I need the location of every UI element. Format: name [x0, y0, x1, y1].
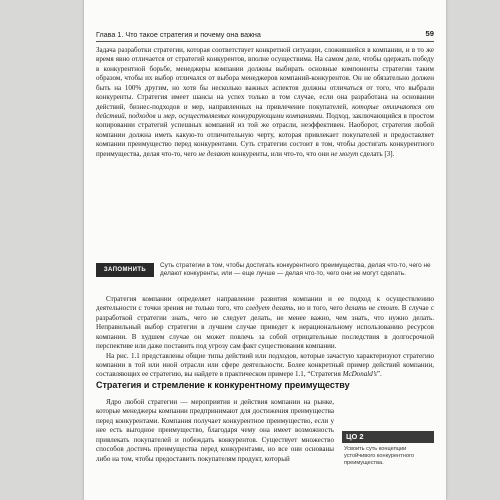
learning-goal-text: Усвоить суть концепции устойчивого конкурентного преимущества. — [344, 446, 414, 467]
paragraph-block-2 — [96, 295, 434, 380]
paragraph-block-3 — [96, 398, 334, 464]
section-heading: Стратегия и стремление к конкурентному преимуществу — [96, 380, 350, 390]
text-run: Задача разработки стратегии, которая соответствует конкретной ситуации, сложившейся в компании, и в то же время явно отличается от стратегий конкурентов, вполне осуществима. На самом деле, чтобы одержать победу в конкурентной борьбе, менеджеры компании должны выбирать основные компоненты стратегии таким образом, чтобы их выбор отличался от выбора менеджеров компаний-конкурентов. Он не обязательно должен быть на 100% другим, но хотя бы несколько важных аспектов должны отличаться от того, что выбрали конкуренты. Стратегия имеет шансы на успех только в том случае, если она разработана на основании действий, бизнес-подходов и мер, направленных на привлечение покупателей, — [96, 46, 434, 111]
text-run: Ядро любой стратегии — мероприятия и действия компании на рынке, которые менеджеры компании предпринимают для достижения преимущества перед конкурентами. Компания получает конкурентное преимущество, если у нее есть выгодное преимущество, благодаря чему она имеет возможность привлекать покупателей и побеждать конкурентов. Существует множество способов достичь преимущества перед конкурентами, но все они основаны либо на том, чтобы предоставить покупателям продукт, который — [96, 398, 334, 463]
emphasis-text: McDonald’s — [342, 370, 377, 379]
text-run: . Подход, заключающийся в простом копировании стратегий успешных компаний из той же отрасли, неэффективен. Наоборот, стратегия любой компании должна иметь какую-то отличительную черту, которая привлекает покупателей и предоставляет компании преимущество перед конкурентами. Суть стратегии состоит в том, чтобы достигать конкурентного преимущества, делая что-то, чего — [96, 111, 434, 158]
book-page — [84, 0, 446, 500]
text-run: Стратегия компании определяет направление развития компании и ее подход к осуществлению деятельности с точки зрения не только того, что — [96, 295, 434, 313]
paragraph — [96, 295, 434, 352]
remember-callout — [96, 262, 434, 292]
emphasis-text: следует делать — [245, 304, 294, 313]
paragraph-block-1 — [96, 46, 434, 159]
text-run: сделать [3]. — [358, 149, 395, 158]
remember-text: Суть стратегии в том, чтобы достигать конкурентного преимущества, делая что-то, чего не делают конкуренты, или — еще лучше — делая что-то, чего они не могут сделать. — [160, 262, 431, 278]
emphasis-text: не делают — [198, 149, 231, 158]
remember-label: ЗАПОМНИТЬ — [96, 263, 154, 277]
emphasis-text: которые отличаются от действий, подходов и мер, осуществляемых конкурирующими компаниями — [96, 102, 434, 120]
learning-goal-box — [342, 431, 434, 479]
running-head — [96, 27, 434, 42]
learning-goal-label: ЦО 2 — [342, 431, 434, 443]
text-run: ”. — [376, 370, 382, 379]
text-run: , но и того, чего — [293, 304, 345, 313]
chapter-title: Глава 1. Что такое стратегия и почему она важна — [96, 30, 261, 39]
paragraph — [96, 352, 434, 380]
page-number: 59 — [425, 29, 434, 38]
emphasis-text: не могут — [330, 149, 359, 158]
emphasis-text: делать не стоит — [344, 304, 398, 313]
paragraph — [96, 46, 434, 159]
paragraph — [96, 398, 334, 464]
text-run: На рис. 1.1 представлены общие типы действий или подходов, которые зачастую характеризуют стратегию компании в той или иной отрасли или сфере деятельности. Более конкретный пример действий компании, составляющих ее стратегию, вы найдете в практическом примере 1.1, “Стратегия — [96, 351, 434, 379]
text-run: конкуренты, или что-то, что они — [230, 149, 331, 158]
text-run: . В случае с разработкой стратегии знать, чего не следует делать, не менее важно, чем знать, что нужно делать. Неправильный выбор стратегии в лучшем случае приведет к нерациональному использованию ресурсов компании. В худшем случае он может повлечь за собой отрицательные последствия в долгосрочной перспективе или даже поставить под угрозу сам факт существования компании. — [96, 304, 435, 351]
